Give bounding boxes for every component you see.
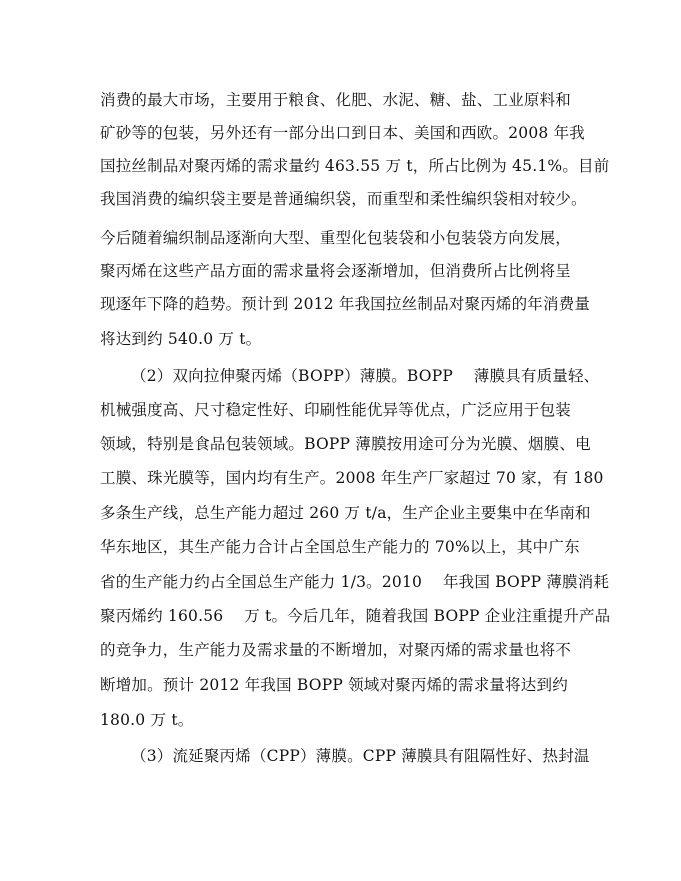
text-line: （3）流延聚丙烯（CPP）薄膜。CPP 薄膜具有阻隔性好、热封温 [131,747,590,765]
text-line: 国拉丝制品对聚丙烯的需求量约 463.55 万 t，所占比例为 45.1%。目前 [100,157,610,175]
text-line: 领域，特别是食品包装领域。BOPP 薄膜按用途可分为光膜、烟膜、电 [100,435,591,453]
text-line: 断增加。预计 2012 年我国 BOPP 领域对聚丙烯的需求量将达到约 [100,676,568,694]
text-line: 将达到约 540.0 万 t。 [100,330,262,348]
text-line: 多条生产线，总生产能力超过 260 万 t/a，生产企业主要集中在华南和 [100,504,591,522]
text-line: 矿砂等的包装，另外还有一部分出口到日本、美国和西欧。2008 年我 [100,124,585,142]
text-line: 聚丙烯在这些产品方面的需求量将会逐渐增加，但消费所占比例将呈 [100,262,572,280]
text-line: 华东地区，其生产能力合计占全国总生产能力的 70%以上，其中广东 [100,538,580,556]
text-line: 现逐年下降的趋势。预计到 2012 年我国拉丝制品对聚丙烯的年消费量 [100,295,591,313]
text-line: （2）双向拉伸聚丙烯（BOPP）薄膜。BOPP 薄膜具有质量轻、 [131,367,600,385]
text-line: 我国消费的编织袋主要是普通编织袋，而重型和柔性编织袋相对较少。 [100,190,587,208]
text-line: 机械强度高、尺寸稳定性好、印刷性能优异等优点，广泛应用于包装 [100,401,572,419]
text-line: 的竞争力，生产能力及需求量的不断增加，对聚丙烯的需求量也将不 [100,641,572,659]
text-line: 180.0 万 t。 [100,711,194,729]
text-line: 聚丙烯约 160.56 万 t。今后几年，随着我国 BOPP 企业注重提升产品 [100,607,611,625]
text-line: 工膜、珠光膜等，国内均有生产。2008 年生产厂家超过 70 家，有 180 [100,469,604,487]
text-line: 今后随着编织制品逐渐向大型、重型化包装袋和小包装袋方向发展， [100,229,572,247]
text-line: 省的生产能力约占全国总生产能力 1/3。2010 年我国 BOPP 薄膜消耗 [100,573,610,591]
text-line: 消费的最大市场，主要用于粮食、化肥、水泥、糖、盐、工业原料和 [100,91,572,109]
